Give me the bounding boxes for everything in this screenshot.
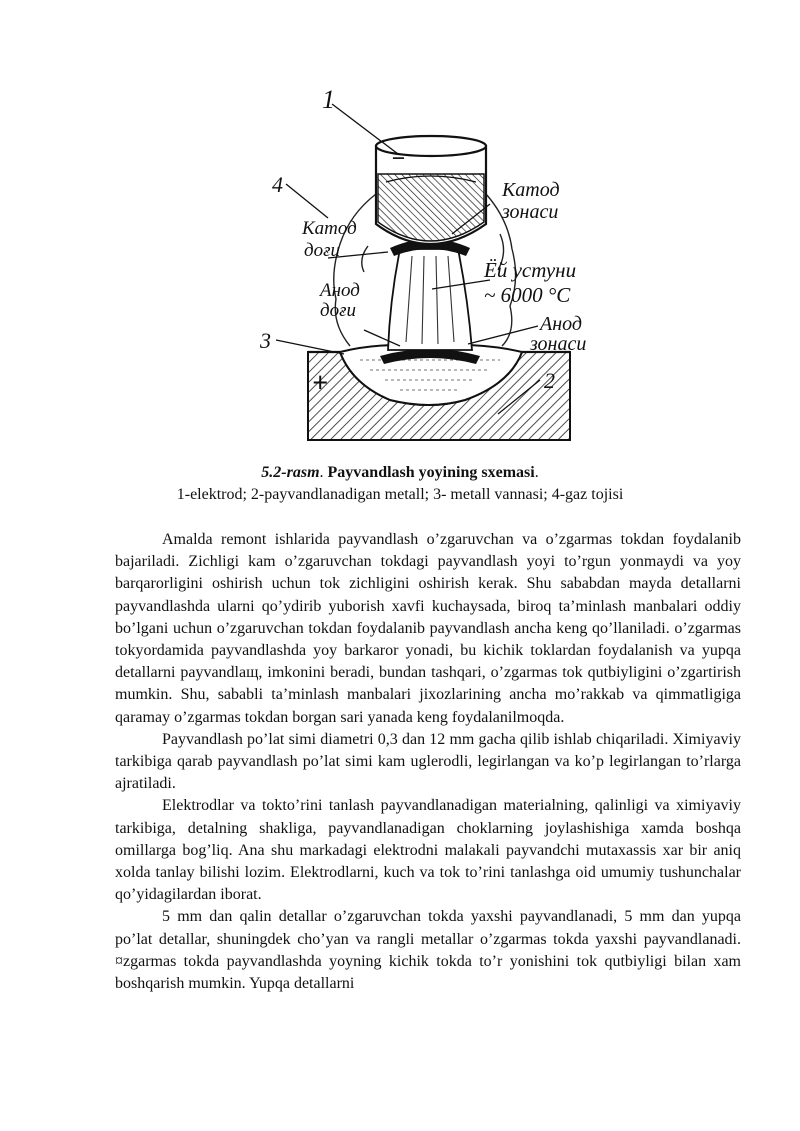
label-cathode-spot-2: доғи [304,240,341,261]
label-anode-spot-2: доғи [320,300,357,321]
paragraph-4: 5 mm dan qalin detallar o’zgaruvchan tokda yaxshi payvandlanadi, 5 mm dan yupqa po’lat detallar, shuningdek cho’yan va rangli metallar o’zgarmas tokda yaxshi payvandlanadi. ¤zgarmas tokda payvandlashda yoyning kichik tokda to’r yonishini tok qutbiyligi bilan xam boshqarish mumkin. Yupqa detallarni [115,908,741,993]
label-cathode-zone: Катод [502,179,560,201]
body-text [115,529,741,995]
figure-caption [80,462,720,506]
paragraph-2: Payvandlash po’lat simi diametri 0,3 dan 12 mm gacha qilib ishlab chiqariladi. Ximiyaviy tarkibiga qarab payvandlash po’lat simi kam uglerodli, legirlangan va ko’p legirlangan to’rlarga ajratiladi. [115,730,741,793]
label-cathode-zone-2: зонаси [502,201,559,223]
arc-column [388,239,472,350]
label-4: 4 [272,172,283,197]
minus-sign: − [391,146,406,172]
welding-arc-diagram [240,84,620,444]
plus-sign: + [312,368,328,399]
caption-title-line [80,462,720,484]
caption-end: . [534,464,539,481]
label-1: 1 [322,85,335,114]
label-arc-temp: ~ 6000 °С [484,283,571,307]
label-cathode-spot: Катод [302,218,357,239]
label-anode-spot: Анод [320,280,360,301]
paragraph-3: Elektrodlar va tokto’rini tanlash payvandlanadigan materialning, qalinligi va ximiyaviy tarkibiga, detalning shakliga, payvandlanadigan choklarning joylashishiga xamda boshqa omillarga bog’liq. Ana shu markadagi elektrodni malakali payvandchi mutaxassis xar bir aniq xolda tanlay bilishi lozim. Elektrodlarni, kuch va tok to’rini tanlashga oid umumiy tushunchalar qo’yidagilardan iborat. [115,797,741,904]
label-3: 3 [260,328,271,353]
label-2: 2 [544,368,555,393]
label-arc-column: Ёй устуни [484,258,577,282]
label-anode-zone-2: зонаси [530,333,587,355]
caption-legend: 1-elektrod; 2-payvandlanadigan metall; 3- metall vannasi; 4-gaz tojisi [176,486,624,503]
caption-separator: . [319,464,328,481]
label-anode-zone: Анод [540,313,582,335]
paragraph-1: Amalda remont ishlarida payvandlash o’zgaruvchan va o’zgarmas tokdan foydalanib bajariladi. Zichligi kam o’zgaruvchan tokdagi payvandlash yoyi to’rgun yonmaydi va yoy barqarorligini oshirish uchun tok zichligini oshirish kerak. Shu sababdan mayda detallarni payvandlashda ularni qo’ydirib yuborish xavfi kuchaysada, biroq ta’minlash manbalari oddiy bo’lgani uchun o’zgaruvchan tokdan foydalanib payvandlash ancha keng qo’llaniladi. o’zgarmas tokyordamida payvandlashda yoy barkaror yonadi, bu kichik toklardan foydalanish va yupqa detallarni payvandlaщ, imkonini beradi, bundan tashqari, o’zgarmas tok qutbiyligini o’zgartirish mumkin. Shu, sababli ta’minlash manbalari jixozlarining ancha mo’rakkab va qimmatligiga qaramay o’zgarmas tokdan borgan sari yanada keng foydalanilmoqda. [115,531,741,726]
caption-number: 5.2-rasm [261,464,320,481]
caption-title: Payvandlash yoyining sxemasi [327,464,535,481]
